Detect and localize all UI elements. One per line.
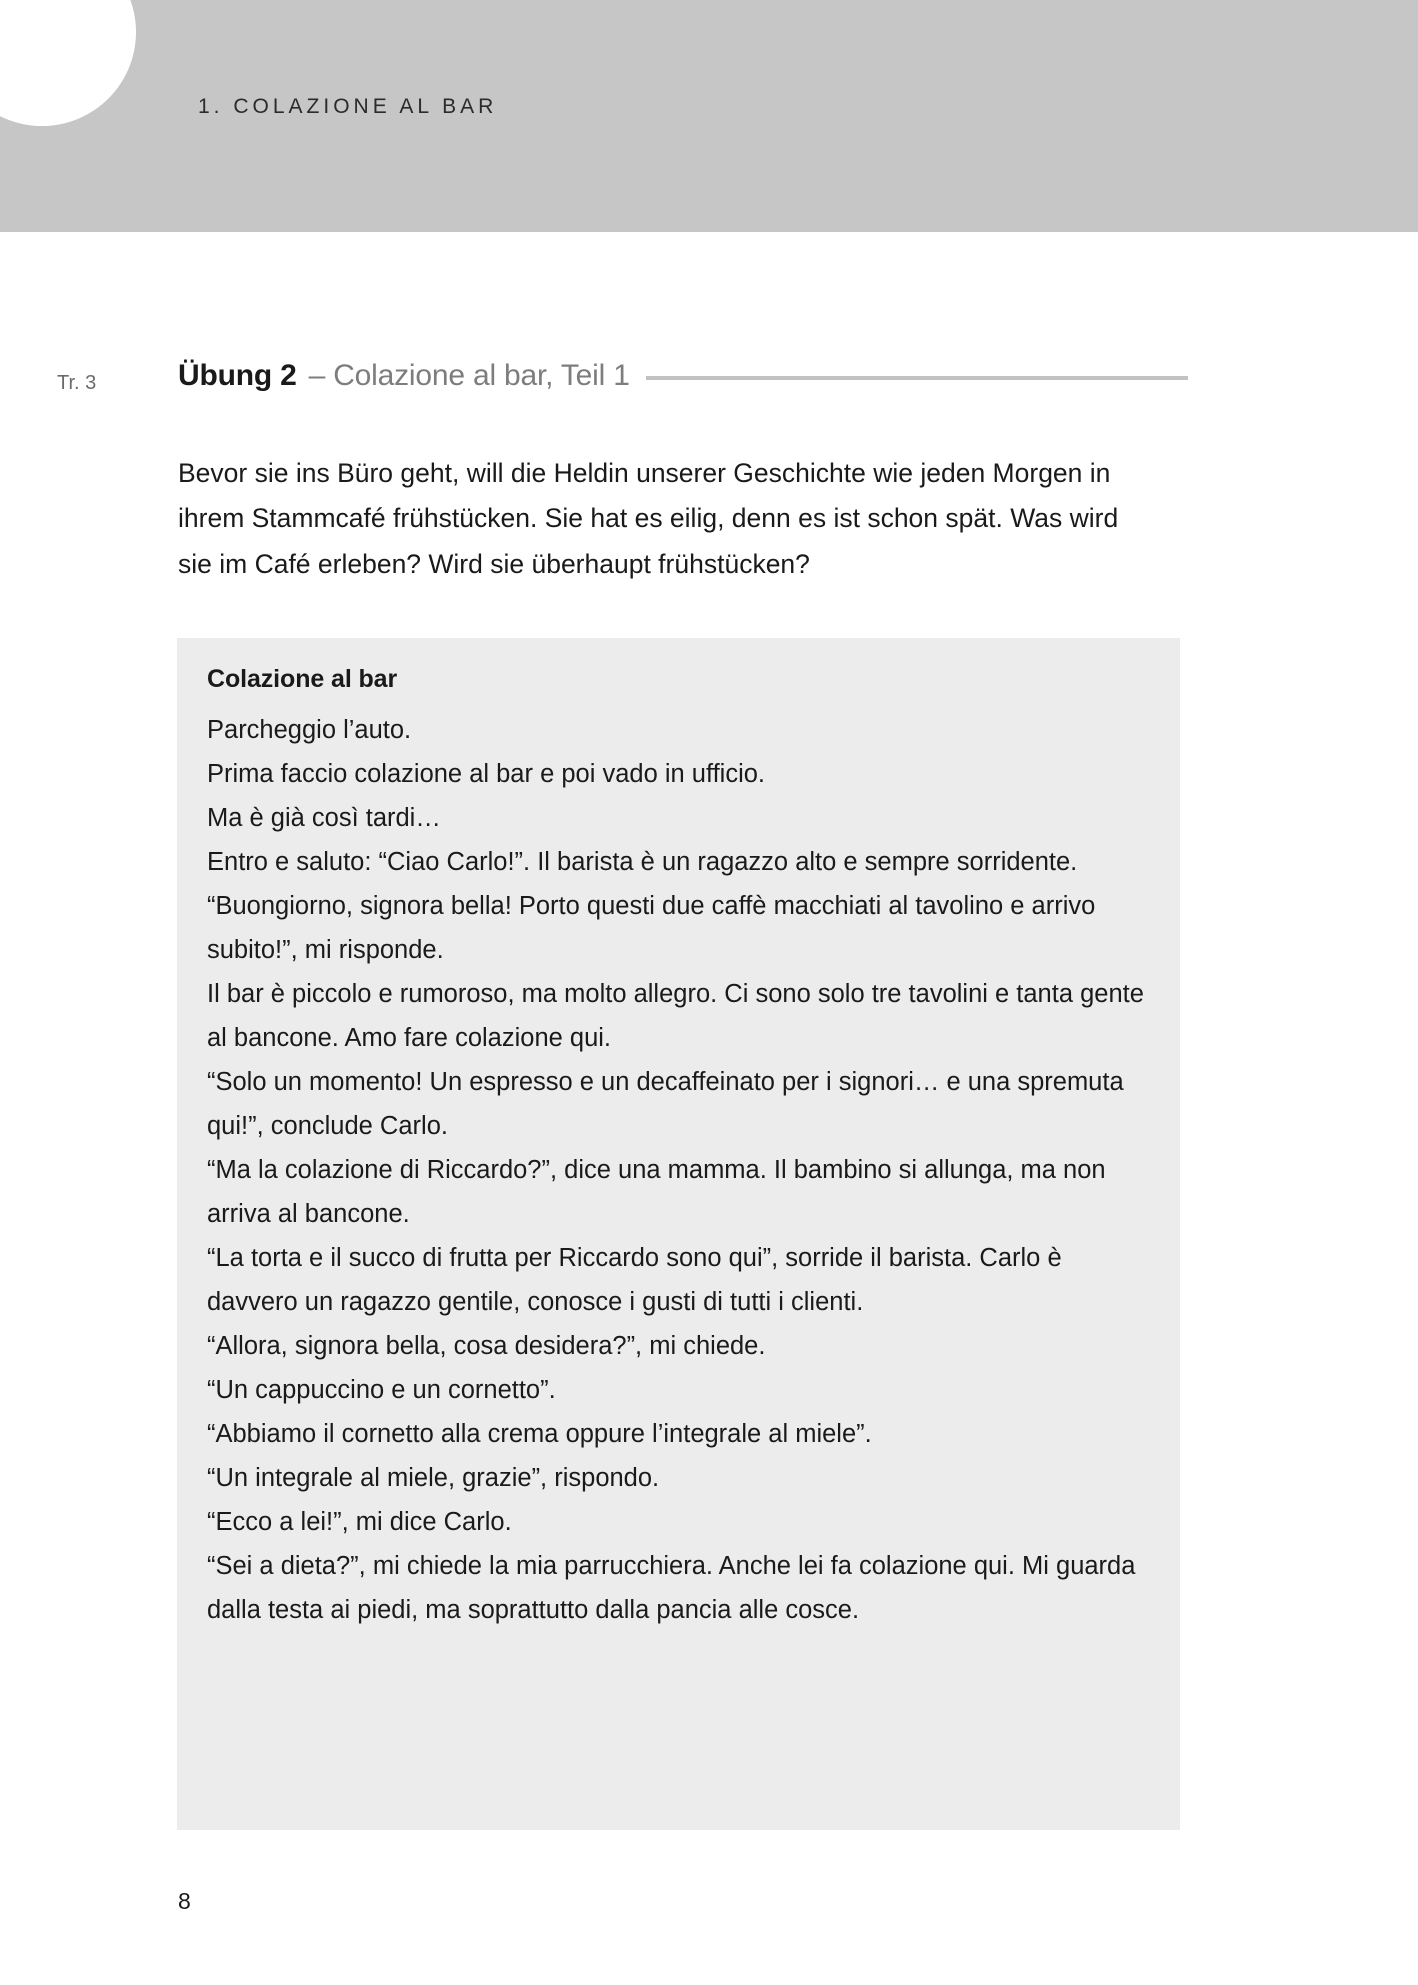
story-line: Ma è già così tardi… — [207, 804, 441, 832]
heading-rule — [646, 376, 1188, 380]
story-line: Il bar è piccolo e rumoroso, ma molto allegro. Ci sono solo tre tavolini e tanta gente al bancone. Amo fare colazione qui. — [207, 980, 1151, 1052]
story-line: “Buongiorno, signora bella! Porto questi due caffè macchiati al tavolino e arrivo subito!”, mi risponde. — [207, 892, 1103, 964]
story-line: “Abbiamo il cornetto alla crema oppure l’integrale al miele”. — [207, 1420, 872, 1448]
story-line: “Ma la colazione di Riccardo?”, dice una mamma. Il bambino si allunga, ma non arriva al bancone. — [207, 1156, 1113, 1228]
story-line: “Un integrale al miele, grazie”, rispondo. — [207, 1464, 660, 1492]
story-line: “Solo un momento! Un espresso e un decaffeinato per i signori… e una spremuta qui!”, conclude Carlo. — [207, 1068, 1131, 1140]
story-line: Entro e saluto: “Ciao Carlo!”. Il barista è un ragazzo alto e sempre sorridente. — [207, 848, 1078, 876]
story-text-box — [177, 638, 1180, 1830]
page-number: 8 — [178, 1888, 191, 1914]
story-line: “Sei a dieta?”, mi chiede la mia parrucchiera. Anche lei fa colazione qui. Mi guarda dalla testa ai piedi, ma soprattutto dalla pancia alle cosce. — [207, 1552, 1143, 1624]
header-decorative-circle — [0, 0, 136, 126]
audio-track-label: Tr. 3 — [57, 372, 97, 394]
exercise-title-number: Übung 2 — [178, 359, 297, 392]
story-line: Prima faccio colazione al bar e poi vado in ufficio. — [207, 760, 765, 788]
exercise-intro-text: Bevor sie ins Büro geht, will die Heldin unserer Geschichte wie jeden Morgen in ihrem Stammcafé frühstücken. Sie hat es eilig, denn es ist schon spät. Was wird sie im Café erleben? Wird sie überhaupt frühstücken? — [178, 457, 1119, 579]
story-body — [207, 708, 1150, 1632]
story-line: “Un cappuccino e un cornetto”. — [207, 1376, 556, 1404]
story-line: “La torta e il succo di frutta per Riccardo sono qui”, sorride il barista. Carlo è davvero un ragazzo gentile, conosce i gusti di tutti i clienti. — [207, 1244, 1069, 1316]
chapter-title: 1. COLAZIONE AL BAR — [198, 95, 498, 118]
exercise-title-subtitle: – Colazione al bar, Teil 1 — [308, 359, 630, 392]
story-title: Colazione al bar — [207, 665, 398, 693]
story-line: Parcheggio l’auto. — [207, 716, 412, 744]
exercise-heading — [178, 359, 1188, 393]
story-line: “Allora, signora bella, cosa desidera?”, mi chiede. — [207, 1332, 766, 1360]
page-header-band — [0, 0, 1418, 232]
story-line: “Ecco a lei!”, mi dice Carlo. — [207, 1508, 512, 1536]
